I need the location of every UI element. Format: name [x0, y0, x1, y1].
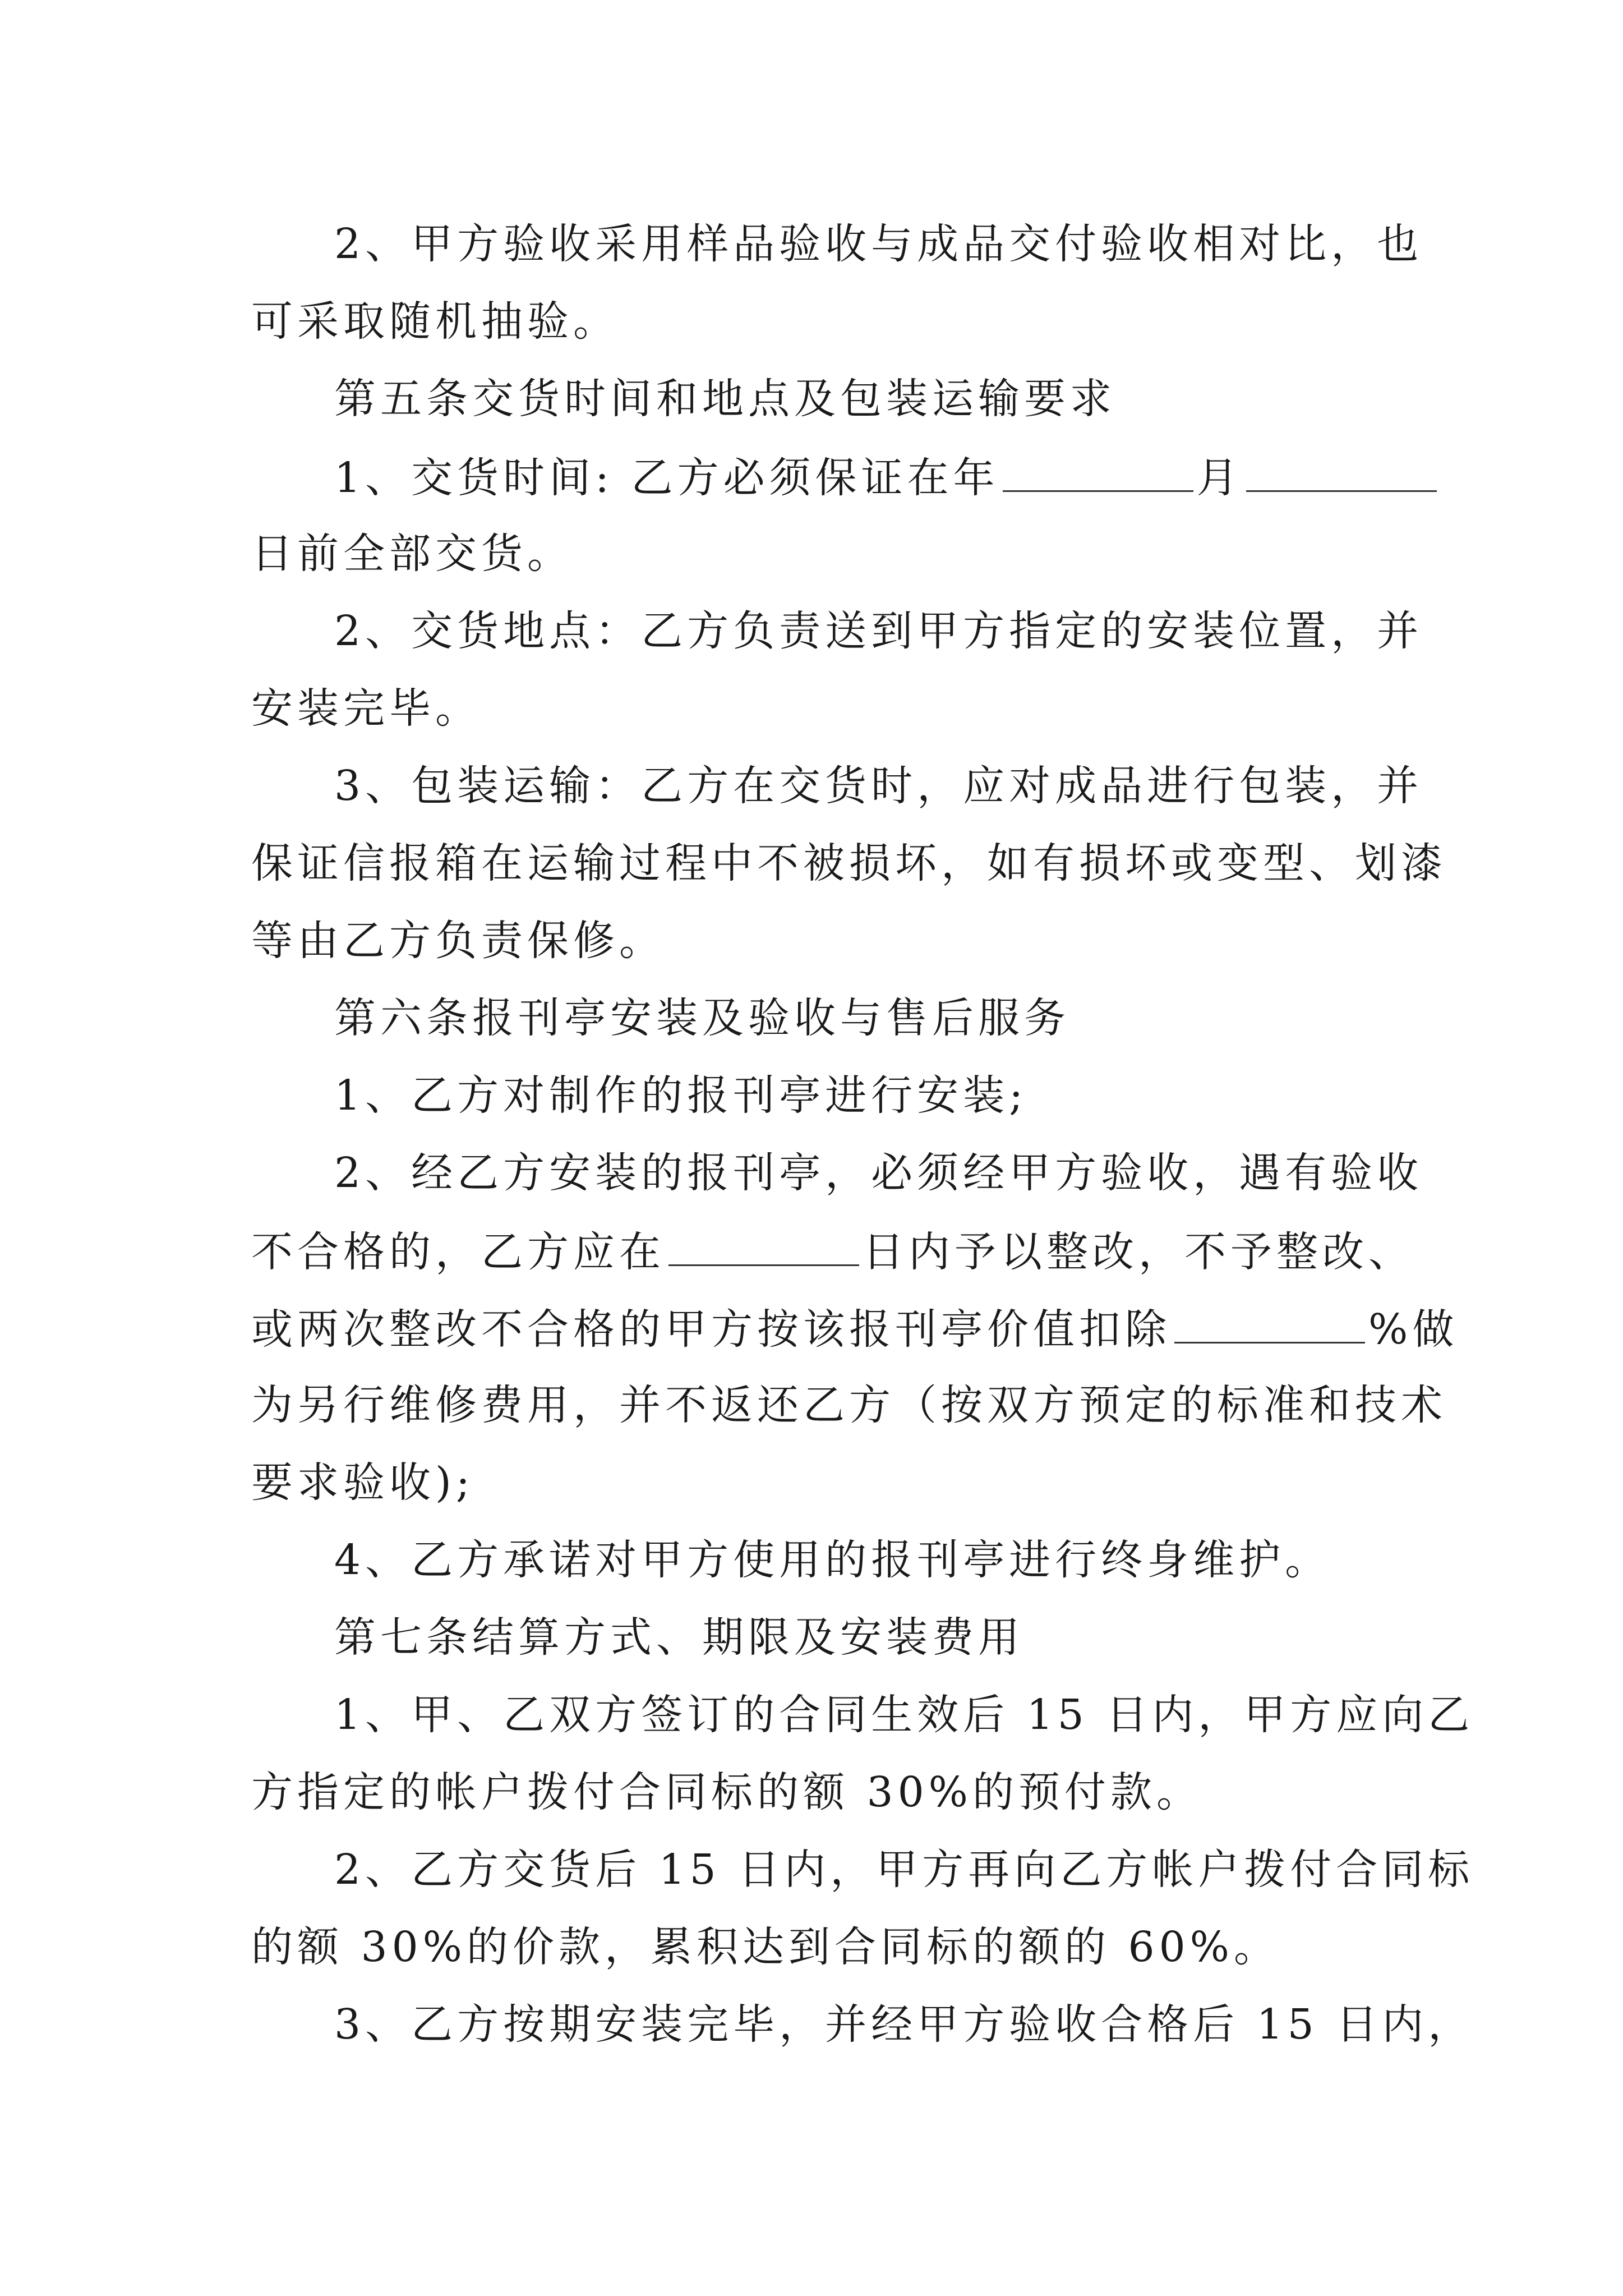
document-page: [251, 0, 1474, 2296]
text-run: %做: [1368, 1305, 1459, 1354]
paragraph-line: 2、甲方验收采用样品验收与成品交付验收相对比，也: [334, 220, 1423, 268]
section-heading: 第六条报刊亭安装及验收与售后服务: [334, 994, 1070, 1042]
paragraph-line: 2、交货地点：乙方负责送到甲方指定的安装位置，并: [334, 607, 1423, 655]
paragraph-line: 2、经乙方安装的报刊亭，必须经甲方验收，遇有验收: [334, 1149, 1423, 1197]
paragraph-line: 的额 30%的价款，累积达到合同标的额的 60%。: [251, 1923, 1280, 1971]
paragraph-line: 要求验收);: [251, 1458, 474, 1507]
paragraph-line: 为另行维修费用，并不返还乙方（按双方预定的标准和技术: [251, 1381, 1447, 1429]
paragraph-line: 3、包装运输：乙方在交货时，应对成品进行包装，并: [334, 762, 1423, 810]
text-run: 日内予以整改，不予整改、: [863, 1228, 1414, 1276]
paragraph-line: [334, 445, 1440, 507]
paragraph-line: 方指定的帐户拨付合同标的额 30%的预付款。: [251, 1768, 1202, 1816]
fill-in-blank: [1174, 1297, 1365, 1343]
paragraph-line: 2、乙方交货后 15 日内，甲方再向乙方帐户拨付合同标: [334, 1846, 1474, 1894]
fill-in-blank: [1246, 445, 1437, 492]
paragraph-line: 3、乙方按期安装完毕，并经甲方验收合格后 15 日内，: [334, 2000, 1474, 2049]
paragraph-line: 1、乙方对制作的报刊亭进行安装;: [334, 1071, 1028, 1120]
text-run: 或两次整改不合格的甲方按该报刊亭价值扣除: [251, 1305, 1171, 1354]
paragraph-line: 安装完毕。: [251, 684, 481, 733]
paragraph-line: 保证信报箱在运输过程中不被损坏，如有损坏或变型、划漆: [251, 839, 1447, 887]
paragraph-line: 4、乙方承诺对甲方使用的报刊亭进行终身维护。: [334, 1536, 1331, 1584]
paragraph-line: [251, 1220, 1414, 1281]
fill-in-blank: [1003, 445, 1193, 492]
paragraph-line: 可采取随机抽验。: [251, 297, 619, 346]
fill-in-blank: [668, 1220, 859, 1266]
paragraph-line: 日前全部交货。: [251, 530, 573, 578]
paragraph-line: [251, 1297, 1458, 1359]
text-run: 不合格的，乙方应在: [251, 1228, 665, 1276]
text-run: 月: [1196, 454, 1243, 502]
text-run: 1、交货时间: 乙方必须保证在年: [334, 454, 999, 502]
section-heading: 第七条结算方式、期限及安装费用: [334, 1613, 1024, 1662]
paragraph-line: 1、甲、乙双方签订的合同生效后 15 日内，甲方应向乙: [334, 1691, 1474, 1739]
paragraph-line: 等由乙方负责保修。: [251, 917, 665, 965]
section-heading: 第五条交货时间和地点及包装运输要求: [334, 375, 1116, 423]
